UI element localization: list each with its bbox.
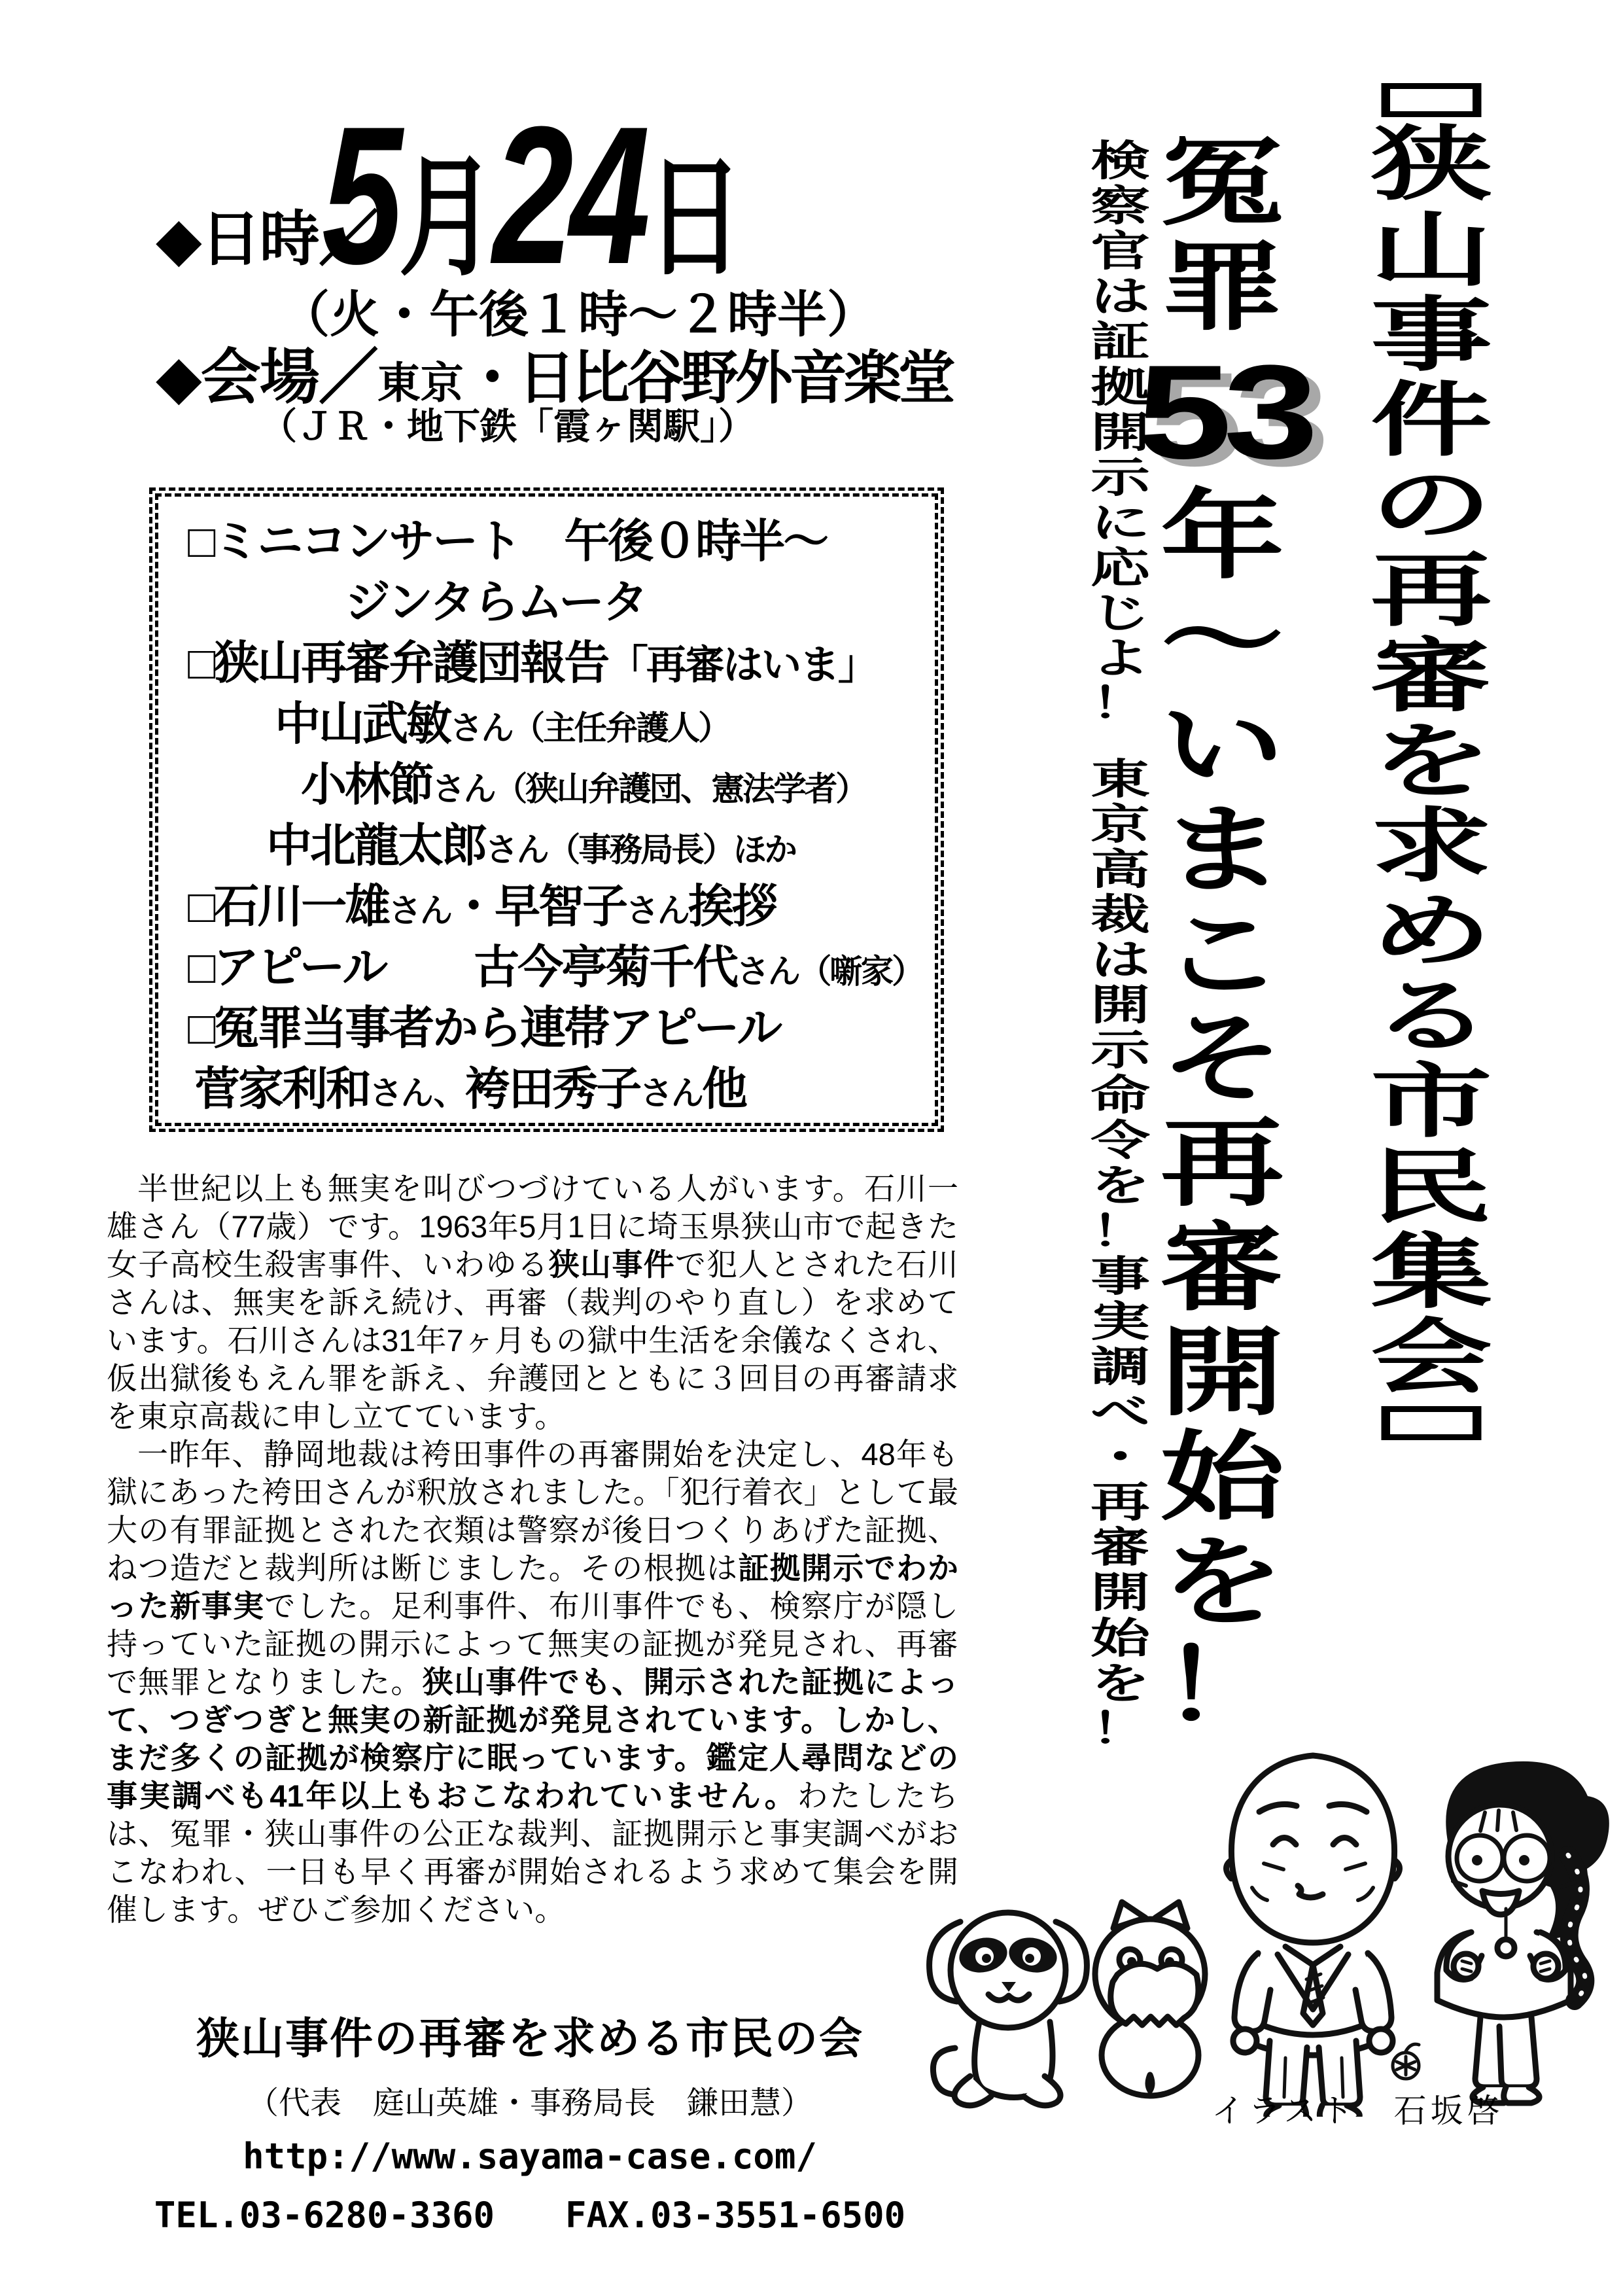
text-segment: □石川一雄 xyxy=(188,881,389,932)
banner-glyph: 東 xyxy=(1091,755,1150,803)
program-item xyxy=(158,815,935,876)
banner-glyph: る xyxy=(1370,972,1493,1063)
banner-number: 53 xyxy=(1136,337,1310,487)
text-segment: ほか xyxy=(733,831,795,868)
banner-glyph: を xyxy=(1160,1528,1285,1636)
banner-glyph: 調 xyxy=(1091,1343,1150,1390)
banner-glyph: 始 xyxy=(1091,1614,1150,1662)
banner-glyph: よ xyxy=(1091,635,1150,682)
banner-glyph: 実 xyxy=(1091,1298,1150,1345)
banner-glyph: ！ xyxy=(1091,1207,1150,1255)
program-item xyxy=(158,937,935,998)
text-segment: □狭山再審弁護団報告 xyxy=(188,637,608,688)
woman-drawing xyxy=(1437,1761,1609,2103)
banner-glyph: 狭 xyxy=(1370,120,1493,211)
banner-glyph: 再 xyxy=(1091,1479,1150,1527)
banner-glyph: 拠 xyxy=(1091,363,1150,411)
venue-access: （ＪＲ・地下鉄「霞ヶ関駅」） xyxy=(260,406,755,447)
footer xyxy=(105,2004,955,2238)
banner-glyph: を xyxy=(1370,716,1493,807)
banner-glyph: 民 xyxy=(1370,1142,1493,1233)
date-note: （火・午後１時〜２時半） xyxy=(280,287,877,343)
banner-glyph: ！ xyxy=(1091,1704,1150,1752)
body-text xyxy=(107,1170,958,1929)
text-segment: （噺家） xyxy=(798,953,923,990)
text-segment: 小林節 xyxy=(301,759,432,810)
program-item xyxy=(158,511,935,572)
banner-glyph: 再 xyxy=(1160,1110,1285,1218)
text-segment: わたしたちは、冤罪・狭山事件の公正な裁判、証拠開示と事実調べがおこなわれ、一日も早く再審が開始されるよう求めて集会を開催します。ぜひご参加ください。 xyxy=(107,1778,959,1927)
banner-glyph: を xyxy=(1091,1659,1150,1707)
text-segment: （主任弁護人） xyxy=(512,709,729,747)
text-segment: □ミニコンサート 午後０時半〜 xyxy=(188,516,828,567)
text-segment: で犯人とされた石川さんは、無実を訴え続け、再審（裁判のやり直し）を求めています。石川さんは31年7ヶ月もの獄中生活を余儀なくされ、仮出獄後もえん罪を訴え、弁護団とともに３回目の再審請求を東京高裁に申し立てています。 xyxy=(107,1247,959,1434)
text-segment: 証拠開示でわかった新事実 xyxy=(107,1551,959,1623)
program-item xyxy=(158,876,935,937)
banner-glyph: 〜 xyxy=(1160,587,1285,696)
banner-glyph: 検 xyxy=(1091,137,1150,185)
text-segment: さん、 xyxy=(370,1074,465,1112)
banner-main-title xyxy=(1370,77,1492,1446)
banner-glyph: 証 xyxy=(1091,318,1150,366)
program-list xyxy=(155,493,938,1126)
venue-label: ◆会場／ xyxy=(156,344,377,411)
banner-glyph: 応 xyxy=(1091,544,1150,592)
text-segment: 菅家利和 xyxy=(194,1063,370,1114)
organization-name: 狭山事件の再審を求める市民の会 xyxy=(196,2014,864,2062)
date-day-kanji: 日 xyxy=(646,145,741,291)
banner-glyph: 開 xyxy=(1160,1318,1285,1427)
banner-glyph: 事 xyxy=(1370,290,1493,381)
text-segment: 挨拶 xyxy=(688,881,776,932)
banner-glyph: 京 xyxy=(1091,800,1150,848)
banner-glyph: 令 xyxy=(1091,1117,1150,1165)
date-day-number: 24 xyxy=(493,85,647,305)
date-month-kanji: 月 xyxy=(398,145,493,291)
banner-slogan xyxy=(1091,139,1150,1752)
text-segment: さん xyxy=(389,892,451,929)
signature-doodle xyxy=(1393,2044,1419,2079)
text-segment: 中北龍太郎 xyxy=(266,820,485,871)
organization-url: http://www.sayama-case.com/ xyxy=(243,2136,817,2177)
banner-glyph: 市 xyxy=(1370,1057,1493,1148)
banner-glyph: 高 xyxy=(1091,845,1150,893)
square-mark xyxy=(1382,1406,1482,1440)
event-date xyxy=(322,85,741,305)
banner-glyph: を xyxy=(1091,1162,1150,1210)
text-segment: さん xyxy=(485,831,548,868)
square-mark xyxy=(1382,83,1482,117)
text-segment: 半世紀以上も無実を叫びつづけている人がいます。石川一雄さん（77歳）です。1963年5月1日に埼玉県狭山市で起きた女子高校生殺害事件、いわゆる xyxy=(107,1171,958,1282)
banner-glyph: 事 xyxy=(1091,1252,1150,1300)
date-month-number: 5 xyxy=(322,85,399,305)
text-segment: 袴田秀子 xyxy=(464,1063,640,1114)
banner-glyph: 開 xyxy=(1091,408,1150,456)
banner-glyph: 開 xyxy=(1091,981,1150,1029)
banner-glyph: 年 xyxy=(1160,482,1285,591)
banner-glyph: じ xyxy=(1091,590,1150,637)
text-segment: 他 xyxy=(702,1063,746,1114)
banner-glyph: め xyxy=(1370,887,1493,978)
banner-glyph: 示 xyxy=(1091,453,1150,501)
program-item xyxy=(158,754,935,815)
banner-glyph: 求 xyxy=(1370,801,1493,892)
text-segment: 狭山事件でも、開示された証拠によって、つぎつぎと無実の新証拠が発見されています。しかし、まだ多くの証拠が検察庁に眠っています。鑑定人尋問などの事実調べも41年以上もおこなわれていません。 xyxy=(107,1665,959,1813)
organization-tel-fax: TEL.03-6280-3360 FAX.03-3551-6500 xyxy=(154,2195,906,2236)
text-segment: （狭山弁護団、憲法学者） xyxy=(494,770,867,807)
program-item xyxy=(158,998,935,1059)
banner-glyph: 裁 xyxy=(1091,891,1150,938)
banner-glyph: ！ xyxy=(1160,1633,1285,1741)
banner-glyph: 再 xyxy=(1370,546,1493,637)
text-segment: 一昨年、静岡地裁は袴田事件の再審開始を決定し、48年も獄にあった袴田さんが釈放されました。「犯行着衣」として最大の有罪証拠とされた衣類は警察が後日つくりあげた証拠、ねつ造だと裁判所は断じました。その根拠は xyxy=(107,1437,958,1585)
text-segment: ・早智子 xyxy=(451,881,627,932)
banner-glyph: 官 xyxy=(1091,228,1150,275)
banner-glyph: 冤 xyxy=(1160,129,1285,237)
banner-glyph: は xyxy=(1091,936,1150,983)
program-item xyxy=(158,694,935,754)
text-segment: 「再審はいま」 xyxy=(608,643,877,688)
banner-glyph: 察 xyxy=(1091,183,1150,230)
banner-glyph: に xyxy=(1091,499,1150,546)
banner-glyph: は xyxy=(1091,273,1150,321)
organization-representatives: （代表 庭山英雄・事務局長 鎌田慧） xyxy=(247,2086,812,2121)
text-segment: さん xyxy=(626,892,688,929)
text-segment: でした。足利事件、布川事件でも、検察庁が隠し持っていた証拠の開示によって無実の証拠が発見され、再審で無罪となりました。 xyxy=(107,1589,959,1699)
text-segment: さん xyxy=(432,770,495,807)
program-box xyxy=(149,487,944,1132)
venue-name: ・日比谷野外音楽堂 xyxy=(463,345,952,410)
datetime-label: ◆日時／ xyxy=(156,206,377,273)
illustration-caption: イラスト 石坂啓 xyxy=(1212,2093,1504,2129)
text-segment: さん xyxy=(737,953,799,990)
banner-glyph: べ xyxy=(1091,1388,1150,1436)
banner-glyph: そ xyxy=(1160,1005,1285,1114)
text-segment: 狭山事件 xyxy=(548,1247,675,1282)
banner-glyph: 始 xyxy=(1160,1423,1285,1532)
text-segment: 中山武敏 xyxy=(275,698,450,749)
banner-glyph: 審 xyxy=(1370,631,1493,722)
banner-glyph: 命 xyxy=(1091,1072,1150,1120)
banner-glyph: 山 xyxy=(1370,205,1493,296)
banner-glyph: 集 xyxy=(1370,1227,1493,1318)
program-item xyxy=(158,572,935,633)
text-segment: □冤罪当事者から連帯アピール xyxy=(188,1002,781,1053)
venue-city: 東京 xyxy=(377,359,464,407)
banner-glyph: 件 xyxy=(1370,375,1493,466)
body-paragraph xyxy=(107,1170,958,1436)
banner-glyph: 罪 xyxy=(1160,233,1285,342)
text-segment: さん xyxy=(450,709,512,747)
text-segment: ジンタらムータ xyxy=(345,576,646,627)
body-paragraph xyxy=(107,1436,958,1929)
banner-glyph: 開 xyxy=(1091,1569,1150,1617)
banner-glyph: こ xyxy=(1160,900,1285,1009)
text-segment: さん xyxy=(640,1074,702,1112)
banner-glyph: い xyxy=(1160,691,1285,800)
puppy-drawing xyxy=(930,1913,1087,2106)
old-man-drawing xyxy=(1227,1756,1400,2117)
banner-glyph: の xyxy=(1370,461,1493,552)
banner-glyph: 審 xyxy=(1091,1524,1150,1572)
illustration-cartoon xyxy=(893,1691,1613,2117)
program-item xyxy=(158,1059,935,1120)
banner-glyph: 示 xyxy=(1091,1027,1150,1074)
banner-glyph: ・ xyxy=(1091,1434,1150,1481)
banner-sub-title xyxy=(1137,131,1308,1739)
banner-glyph: ！ xyxy=(1091,680,1150,728)
text-segment: □アピール 古今亭菊千代 xyxy=(188,942,737,993)
banner-glyph: 審 xyxy=(1160,1214,1285,1323)
banner-glyph: 会 xyxy=(1370,1313,1493,1404)
banner-glyph: ま xyxy=(1160,796,1285,904)
text-segment: （事務局長） xyxy=(547,831,734,868)
cub-drawing xyxy=(1095,1902,1205,2096)
program-item xyxy=(158,633,935,694)
